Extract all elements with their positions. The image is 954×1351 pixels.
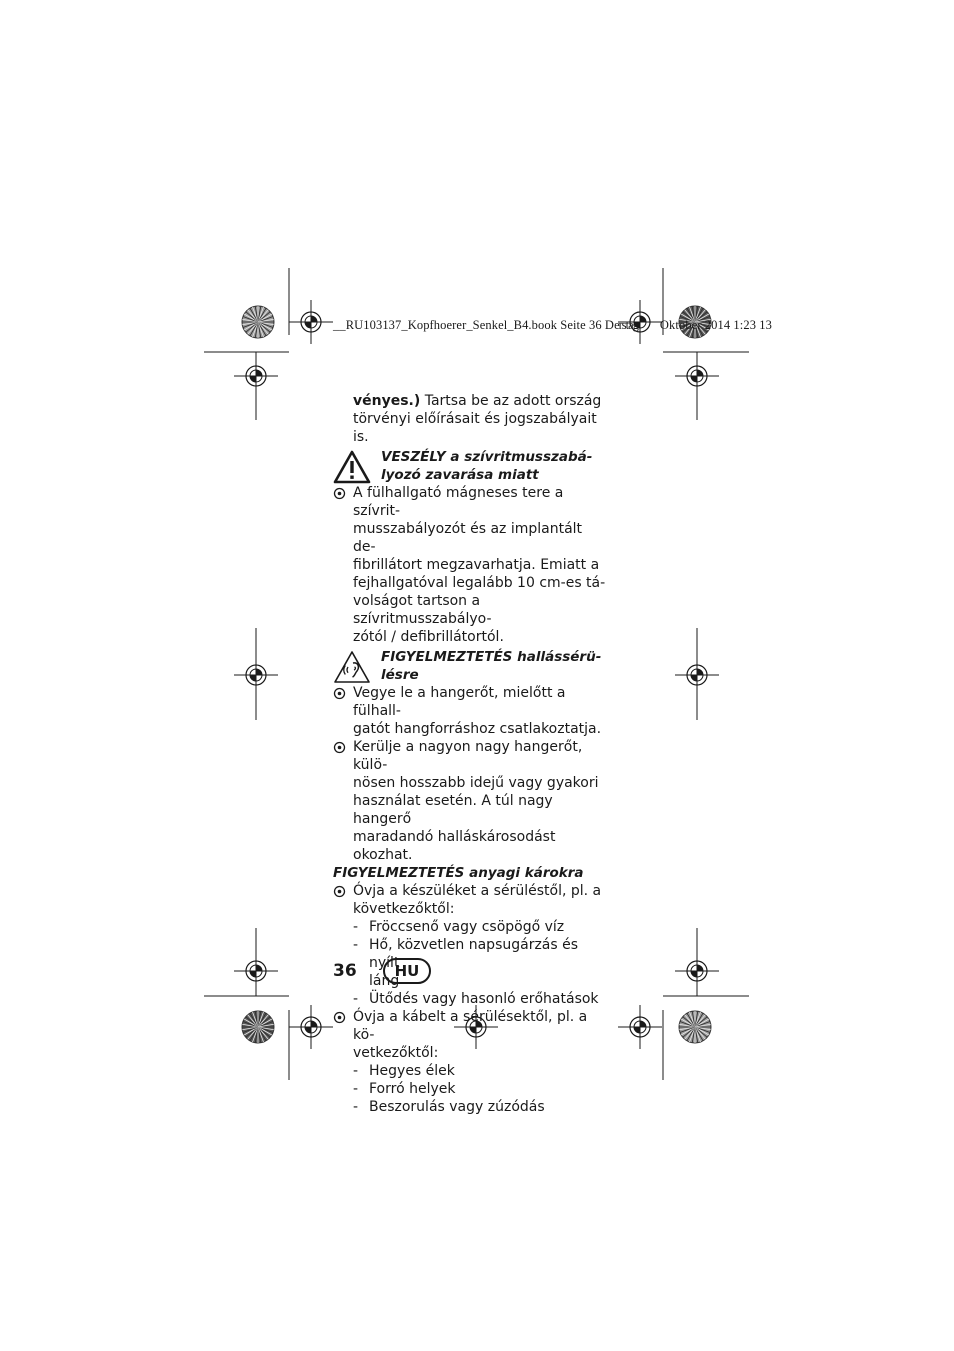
text-line: használat esetén. A túl nagy hangerő: [353, 793, 553, 827]
page-number: 36: [333, 961, 357, 981]
dash-marker: -: [353, 991, 359, 1007]
text-line: Óvja a készüléket a sérüléstől, pl. a: [353, 883, 602, 899]
text-line: A fülhallgató mágneses tere a szívrit-: [353, 485, 564, 519]
hearing-bullet-1: [333, 684, 608, 738]
warning-triangle-icon: [333, 450, 371, 484]
dash-list-item: [333, 1080, 608, 1098]
text-line: Beszorulás vagy zúzódás: [369, 1099, 545, 1115]
registration-mark-icon: [618, 1005, 662, 1049]
dash-list-item: [333, 1098, 608, 1116]
dash-marker: -: [353, 1099, 359, 1115]
dash-marker: -: [353, 937, 359, 953]
text-line: Forró helyek: [369, 1081, 456, 1097]
text-line: Kerülje a nagyon nagy hangerőt, külö-: [353, 739, 583, 773]
text-line: láng: [369, 973, 400, 989]
text-line: musszabályozót és az implantált de-: [353, 521, 583, 555]
text-line: volságot tartson a szívritmusszabályo-: [353, 593, 492, 627]
language-badge: HU: [383, 958, 431, 984]
circled-dot-bullet-icon: [333, 487, 346, 505]
page-body: [333, 392, 608, 1116]
text-line: maradandó halláskárosodást okozhat.: [353, 829, 556, 863]
dash-marker: -: [353, 919, 359, 935]
color-registration-wheel-icon: [242, 306, 274, 338]
text-line: Vegye le a hangerőt, mielőtt a fülhall-: [353, 685, 566, 719]
dash-list-item: [333, 936, 608, 990]
registration-mark-icon: [675, 949, 719, 993]
text-line: fejhallgatóval legalább 10 cm-es tá-: [353, 575, 606, 591]
text-line: következőktől:: [353, 901, 455, 917]
circled-dot-bullet-icon: [333, 885, 346, 903]
text-line: zótól / defibrillátortól.: [353, 629, 504, 645]
dash-list-item: [333, 990, 608, 1008]
color-registration-wheel-icon: [679, 1011, 711, 1043]
material-warning-title: FIGYELMEZTETÉS anyagi károkra: [333, 865, 584, 881]
hearing-warning: [333, 648, 608, 684]
intro-paragraph: vényes.) Tartsa be az adott ország törvényi előírásait és jogszabályait is.: [353, 393, 602, 445]
text-line: vetkezőktől:: [353, 1045, 439, 1061]
print-slug: __RU103137_Kopfhoerer_Senkel_B4.book Seite 36 Derstag Oktober 2014 1:23 13: [333, 318, 772, 332]
dash-list-item: [333, 1062, 608, 1080]
material-dash-list-2: [333, 1062, 608, 1116]
registration-mark-icon: [234, 949, 278, 993]
circled-dot-bullet-icon: [333, 687, 346, 705]
material-bullet-1: [333, 882, 608, 918]
danger-warning: [333, 448, 608, 484]
registration-mark-icon: [289, 1005, 333, 1049]
hearing-damage-icon: [333, 650, 371, 684]
dash-marker: -: [353, 1063, 359, 1079]
registration-mark-icon: [234, 653, 278, 697]
color-registration-wheel-icon: [242, 1011, 274, 1043]
danger-title: VESZÉLY a szívritmusszabá- lyozó zavarása miatt: [381, 449, 593, 483]
dash-marker: -: [353, 1081, 359, 1097]
danger-bullet: [333, 484, 608, 646]
registration-mark-icon: [289, 300, 333, 344]
material-bullet-2: [333, 1008, 608, 1062]
circled-dot-bullet-icon: [333, 1011, 346, 1029]
text-line: Fröccsenő vagy csöpögő víz: [369, 919, 565, 935]
registration-mark-icon: [675, 653, 719, 697]
text-line: gatót hangforráshoz csatlakoztatja.: [353, 721, 602, 737]
hearing-title: FIGYELMEZTETÉS hallássérü- lésre: [381, 649, 602, 683]
material-dash-list-1: [333, 918, 608, 1008]
dash-list-item: [333, 918, 608, 936]
text-line: Hegyes élek: [369, 1063, 455, 1079]
circled-dot-bullet-icon: [333, 741, 346, 759]
text-line: Ütődés vagy hasonló erőhatások: [369, 991, 599, 1007]
text-line: Óvja a kábelt a sérülésektől, pl. a kö-: [353, 1009, 588, 1043]
text-line: Hő, közvetlen napsugárzás és nyílt: [369, 937, 579, 971]
text-line: nösen hosszabb idejű vagy gyakori: [353, 775, 599, 791]
hearing-bullet-2: [333, 738, 608, 864]
text-line: fibrillátort megzavarhatja. Emiatt a: [353, 557, 600, 573]
